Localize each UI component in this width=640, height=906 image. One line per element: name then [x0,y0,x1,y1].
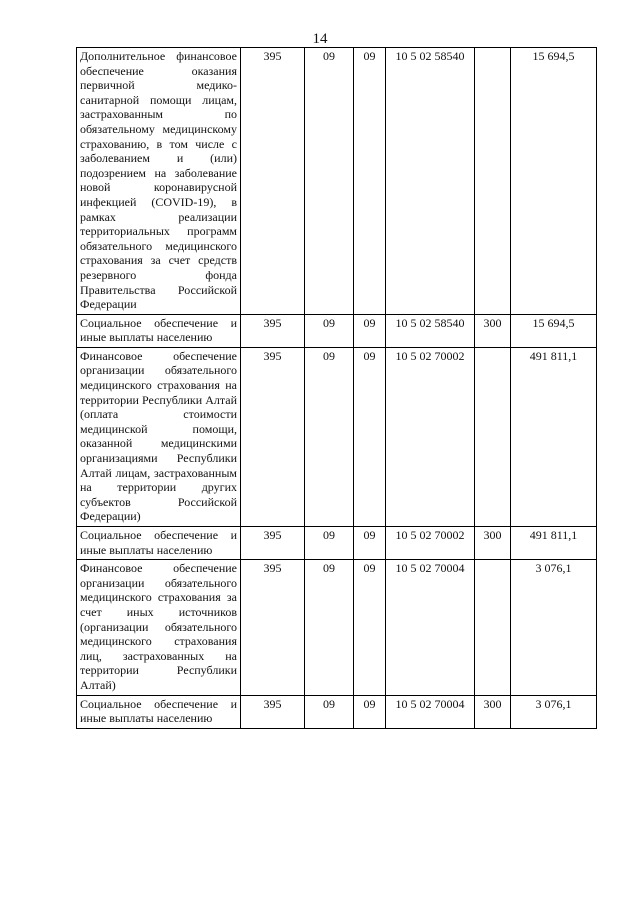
budget-table [76,47,597,729]
ministry-code: 395 [241,527,305,560]
amount: 491 811,1 [511,527,597,560]
row-name: Социальное обеспечение и иные выплаты населению [77,695,241,728]
expense-type-code: 300 [475,695,511,728]
ministry-code: 395 [241,347,305,526]
target-article-code: 10 5 02 58540 [386,48,475,315]
expense-type-code: 300 [475,314,511,347]
table-row [77,48,597,315]
subsection-code: 09 [354,314,386,347]
ministry-code: 395 [241,560,305,695]
amount: 491 811,1 [511,347,597,526]
amount: 15 694,5 [511,314,597,347]
section-code: 09 [305,527,354,560]
expense-type-code [475,48,511,315]
table-row [77,314,597,347]
subsection-code: 09 [354,695,386,728]
expense-type-code [475,560,511,695]
row-name: Дополнительное финансовое обеспечение оказания первичной медико-санитарной помощи лицам, застрахованным по обязательному медицинскому страхованию, в том числе с заболеванием и (или) подозрением на заболевание новой коронавирусной инфекцией (COVID-19), в рамках реализации территориальных программ обязательного медицинского страхования за счет средств резервного фонда Правительства Российской Федерации [77,48,241,315]
ministry-code: 395 [241,695,305,728]
table-row [77,695,597,728]
subsection-code: 09 [354,527,386,560]
page-number: 14 [312,31,328,47]
target-article-code: 10 5 02 70004 [386,695,475,728]
target-article-code: 10 5 02 70004 [386,560,475,695]
row-name: Социальное обеспечение и иные выплаты населению [77,314,241,347]
target-article-code: 10 5 02 58540 [386,314,475,347]
section-code: 09 [305,695,354,728]
ministry-code: 395 [241,48,305,315]
row-name: Социальное обеспечение и иные выплаты населению [77,527,241,560]
subsection-code: 09 [354,48,386,315]
amount: 3 076,1 [511,560,597,695]
table-row [77,560,597,695]
subsection-code: 09 [354,347,386,526]
section-code: 09 [305,347,354,526]
expense-type-code [475,347,511,526]
ministry-code: 395 [241,314,305,347]
section-code: 09 [305,48,354,315]
section-code: 09 [305,560,354,695]
expense-type-code: 300 [475,527,511,560]
row-name: Финансовое обеспечение организации обязательного медицинского страхования на территории Республики Алтай (оплата стоимости медицинской помощи, оказанной медицинскими организациями Республики Алтай лицам, застрахованным на территории других субъектов Российской Федерации) [77,347,241,526]
row-name: Финансовое обеспечение организации обязательного медицинского страхования за счет иных источников (организации обязательного медицинского страхования лиц, застрахованных на территории Республики Алтай) [77,560,241,695]
amount: 15 694,5 [511,48,597,315]
table-row [77,347,597,526]
target-article-code: 10 5 02 70002 [386,527,475,560]
section-code: 09 [305,314,354,347]
amount: 3 076,1 [511,695,597,728]
table-row [77,527,597,560]
subsection-code: 09 [354,560,386,695]
target-article-code: 10 5 02 70002 [386,347,475,526]
